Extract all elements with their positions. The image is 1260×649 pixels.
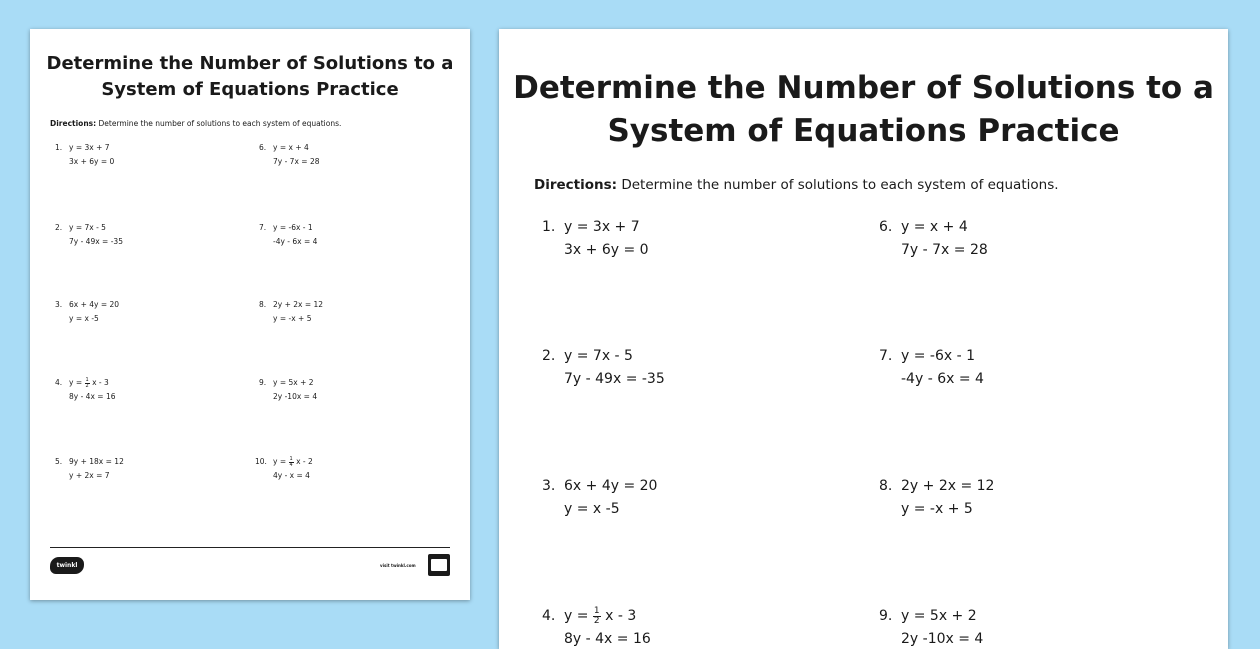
page-title: Determine the Number of Solutions to a System of Equations Practice bbox=[513, 70, 1214, 149]
fraction: $\frac{1}{2}$ bbox=[593, 605, 600, 626]
directions: Directions: Determine the number of solutions to each system of equations. bbox=[50, 119, 342, 128]
badge-icon bbox=[428, 554, 450, 576]
fraction: $\frac{1}{2}$ bbox=[85, 376, 89, 389]
fraction: $\frac{1}{4}$ bbox=[289, 455, 293, 468]
worksheet-thumbnail: Determine the Number of Solutions to a System of Equations Practice Directions: Determine the number of solutions to each system of equations. 1. y = 3x + 7 3x + 6y = 0 2. y = 7x - 5 7y - 49x = -35 3. 6x + 4y = 20 y = x -5 4. y = $\frac{1}{2}$ x - 3 8y - 4x = 16 5. 9y + 18x = 12 y + 2x = 7 6. y = x + 4 7y - 7x = 28 7. y = -6x - 1 -4y - 6x = 4 8. 2y + 2x = 12 y = -x + 5 9. y = 5x + 2 2y -10x = 4 10. y = $\frac{1}{4}$ x - 2 4y - x = 4 twinkl visit twinkl.com bbox=[30, 29, 470, 600]
footer-divider bbox=[50, 547, 450, 548]
twinkl-logo-icon: twinkl bbox=[50, 557, 84, 574]
visit-link: visit twinkl.com bbox=[380, 563, 416, 568]
worksheet-detail: Determine the Number of Solutions to a System of Equations Practice Directions: Determine the number of solutions to each system of equations. 1. y = 3x + 7 3x + 6y = 0 2. y = 7x - 5 7y - 49x = -35 3. 6x + 4y = 20 y = x -5 4. y = $\frac{1}{2}$ x - 3 8y - 4x = 16 6. y = x + 4 7y - 7x = 28 7. y = -6x - 1 -4y - 6x = 4 8. 2y + 2x = 12 y = -x + 5 9. y = 5x + 2 2y -10x = 4 bbox=[499, 29, 1228, 649]
page-title: Determine the Number of Solutions to a System of Equations Practice bbox=[46, 53, 454, 100]
directions: Directions: Determine the number of solutions to each system of equations. bbox=[534, 177, 1059, 193]
